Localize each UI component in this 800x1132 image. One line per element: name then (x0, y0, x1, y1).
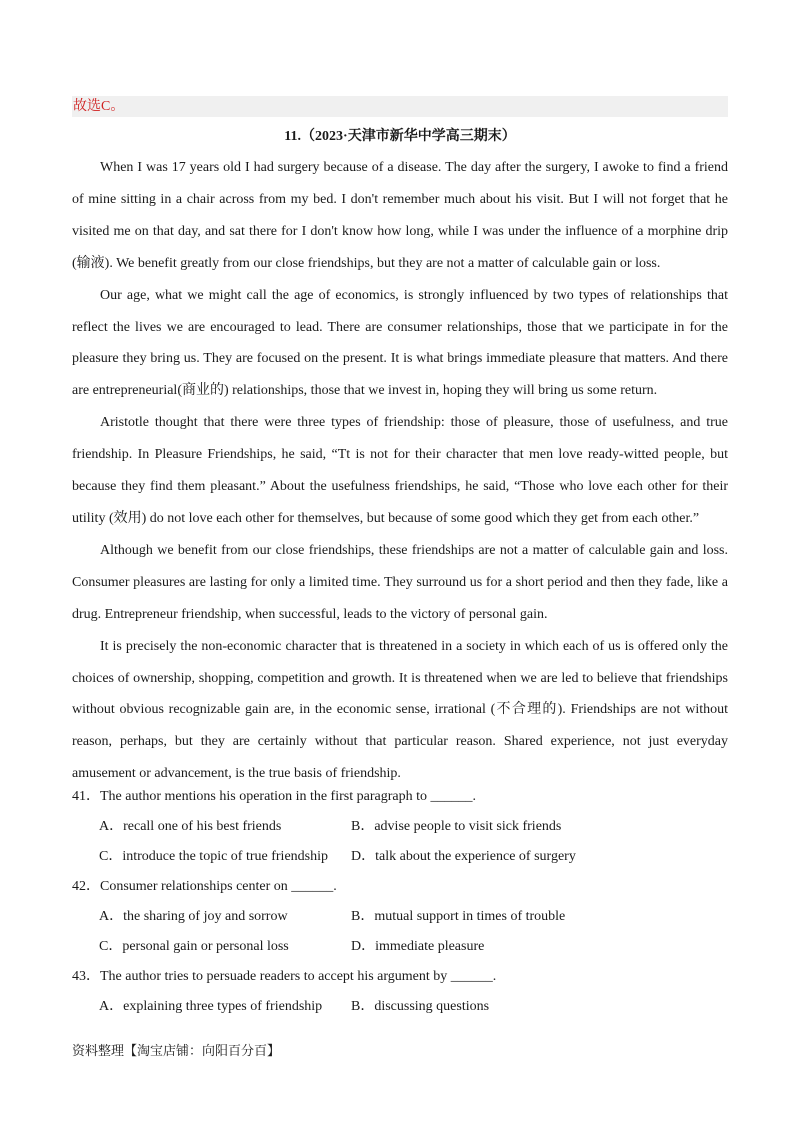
paragraph: It is precisely the non-economic character that is threatened in a society in which each of us is offered only the choices of ownership, shopping, competition and growth. It is threatened when we are led to believe that friendships without obvious recognizable gain are, in the economic sense, irrational (不合理的). Friendships are not without reason, perhaps, but they are certainly without that particular reason. Shared experience, not just everyday amusement or advancement, is the true basis of friendship. (72, 638, 728, 782)
question-stem: 43．The author tries to persuade readers to accept his argument by ______. (72, 969, 497, 984)
paragraph: When I was 17 years old I had surgery because of a disease. The day after the surgery, I awoke to find a friend of mine sitting in a chair across from my bed. I don't remember much about his visit. But I will not forget that he visited me on that day, and sat there for I don't know how long, while I was under the influence of a morphine drip (输液). We benefit greatly from our close friendships, but they are not a matter of calculable gain or loss. (72, 160, 728, 271)
option-row (72, 902, 728, 932)
option-a: A．the sharing of joy and sorrow (99, 909, 288, 924)
option-c: C．personal gain or personal loss (99, 939, 289, 954)
paragraph: Although we benefit from our close friendships, these friendships are not a matter of calculable gain and loss. Consumer pleasures are lasting for only a limited time. They surround us for a short period and then they fade, like a drug. Entrepreneur friendship, when successful, leads to the victory of personal gain. (72, 542, 728, 622)
option-d: D．talk about the experience of surgery (351, 849, 576, 864)
page-footer: 资料整理【淘宝店铺：向阳百分百】 (72, 1043, 281, 1058)
option-a: A．explaining three types of friendship (99, 999, 323, 1014)
option-d: D．immediate pleasure (351, 939, 485, 954)
question-heading: 11.（2023·天津市新华中学高三期末） (284, 129, 516, 144)
reading-passage (72, 152, 728, 790)
question-stem: 41．The author mentions his operation in the first paragraph to ______. (72, 789, 476, 804)
question-list (72, 782, 728, 1022)
option-row (72, 842, 728, 872)
option-row (72, 932, 728, 962)
option-row (72, 992, 728, 1022)
answer-line (72, 96, 728, 117)
option-c: C．introduce the topic of true friendship (99, 849, 328, 864)
option-row (72, 812, 728, 842)
option-a: A．recall one of his best friends (99, 819, 282, 834)
question-stem: 42．Consumer relationships center on ______. (72, 879, 337, 894)
option-b: B．discussing questions (351, 999, 490, 1014)
paragraph: Our age, what we might call the age of economics, is strongly influenced by two types of relationships that reflect the lives we are encouraged to lead. There are consumer relationships, those that we participate in for the pleasure they bring us. They are focused on the present. It is what brings immediate pleasure that matters. And there are entrepreneurial(商业的) relationships, those that we invest in, hoping they will bring us some return. (72, 287, 728, 399)
option-b: B．mutual support in times of trouble (351, 909, 566, 924)
option-b: B．advise people to visit sick friends (351, 819, 562, 834)
paragraph: Aristotle thought that there were three types of friendship: those of pleasure, those of usefulness, and true friendship. In Pleasure Friendships, he said, “Tt is not for their character that men love ready-witted people, but because they find them pleasant.” About the usefulness friendships, he said, “Those who love each other for their utility (效用) do not love each other for themselves, but because of some good which they get from each other.” (72, 415, 728, 526)
answer-text: 故选C。 (73, 99, 125, 114)
